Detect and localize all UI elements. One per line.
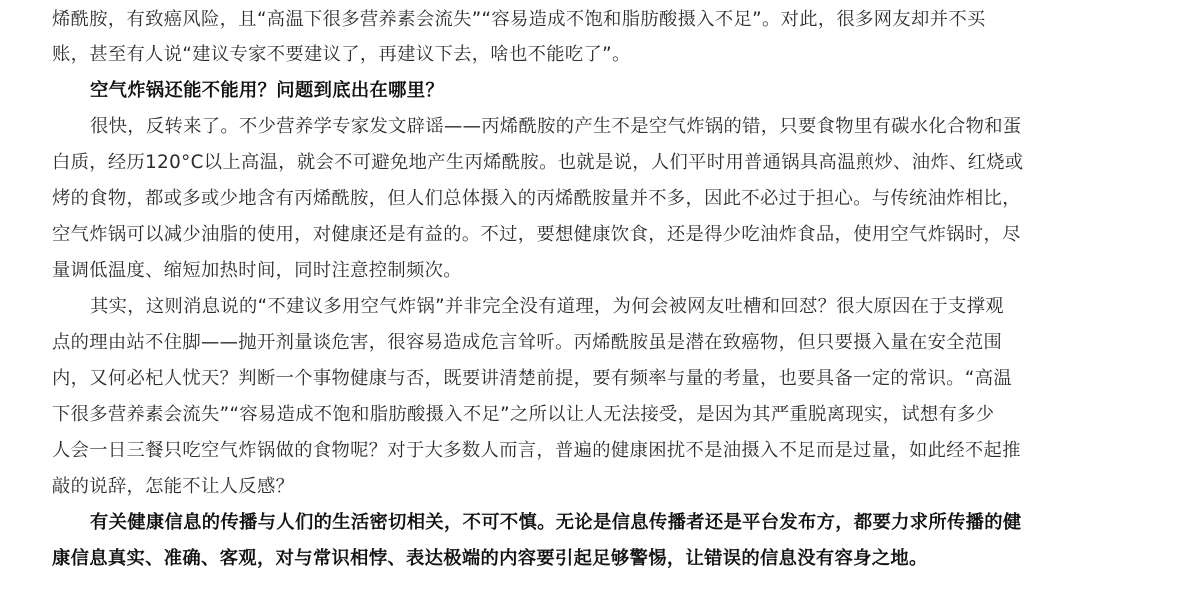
text-line: 空气炸锅可以减少油脂的使用，对健康还是有益的。不过，要想健康饮食，还是得少吃油炸食品，使用空气炸锅时，尽 <box>52 224 1021 245</box>
text-line: 白质，经历120°C以上高温，就会不可避免地产生丙烯酰胺。也就是说，人们平时用普通锅具高温煎炒、油炸、红烧或 <box>52 152 1024 173</box>
text-line: 烤的食物，都或多或少地含有丙烯酰胺，但人们总体摄入的丙烯酰胺量并不多，因此不必过于担心。与传统油炸相比， <box>52 188 1021 209</box>
text-line: 人会一日三餐只吃空气炸锅做的食物呢？对于大多数人而言，普遍的健康困扰不是油摄入不足而是过量，如此经不起推 <box>52 440 1021 461</box>
text-line: 敲的说辞，怎能不让人反感？ <box>52 476 295 497</box>
text-line: 量调低温度、缩短加热时间，同时注意控制频次。 <box>52 260 462 281</box>
text-line: 康信息真实、准确、客观，对与常识相悖、表达极端的内容要引起足够警惕，让错误的信息没有容身之地。 <box>52 548 928 569</box>
text-line: 烯酰胺，有致癌风险，且“高温下很多营养素会流失”“容易造成不饱和脂肪酸摄入不足”。对此，很多网友却并不买 <box>52 9 986 30</box>
text-line: 有关健康信息的传播与人们的生活密切相关，不可不慎。无论是信息传播者还是平台发布方，都要力求所传播的健 <box>90 512 1022 533</box>
text-line: 很快，反转来了。不少营养学专家发文辟谣——丙烯酰胺的产生不是空气炸锅的错，只要食物里有碳水化合物和蛋 <box>90 116 1022 137</box>
text-line: 点的理由站不住脚——抛开剂量谈危害，很容易造成危言耸听。丙烯酰胺虽是潜在致癌物，但只要摄入量在安全范围 <box>52 332 1003 353</box>
text-line: 下很多营养素会流失”“容易造成不饱和脂肪酸摄入不足”之所以让人无法接受，是因为其严重脱离现实，试想有多少 <box>52 404 995 425</box>
text-line: 其实，这则消息说的“不建议多用空气炸锅”并非完全没有道理，为何会被网友吐槽和回怼？很大原因在于支撑观 <box>90 296 1004 317</box>
text-line: 账，甚至有人说“建议专家不要建议了，再建议下去，啥也不能吃了”。 <box>52 44 631 65</box>
section-subheading: 空气炸锅还能不能用？问题到底出在哪里？ <box>90 80 444 101</box>
text-line: 内，又何必杞人忧天？判断一个事物健康与否，既要讲清楚前提，要有频率与量的考量，也要具备一定的常识。“高温 <box>52 368 1013 389</box>
